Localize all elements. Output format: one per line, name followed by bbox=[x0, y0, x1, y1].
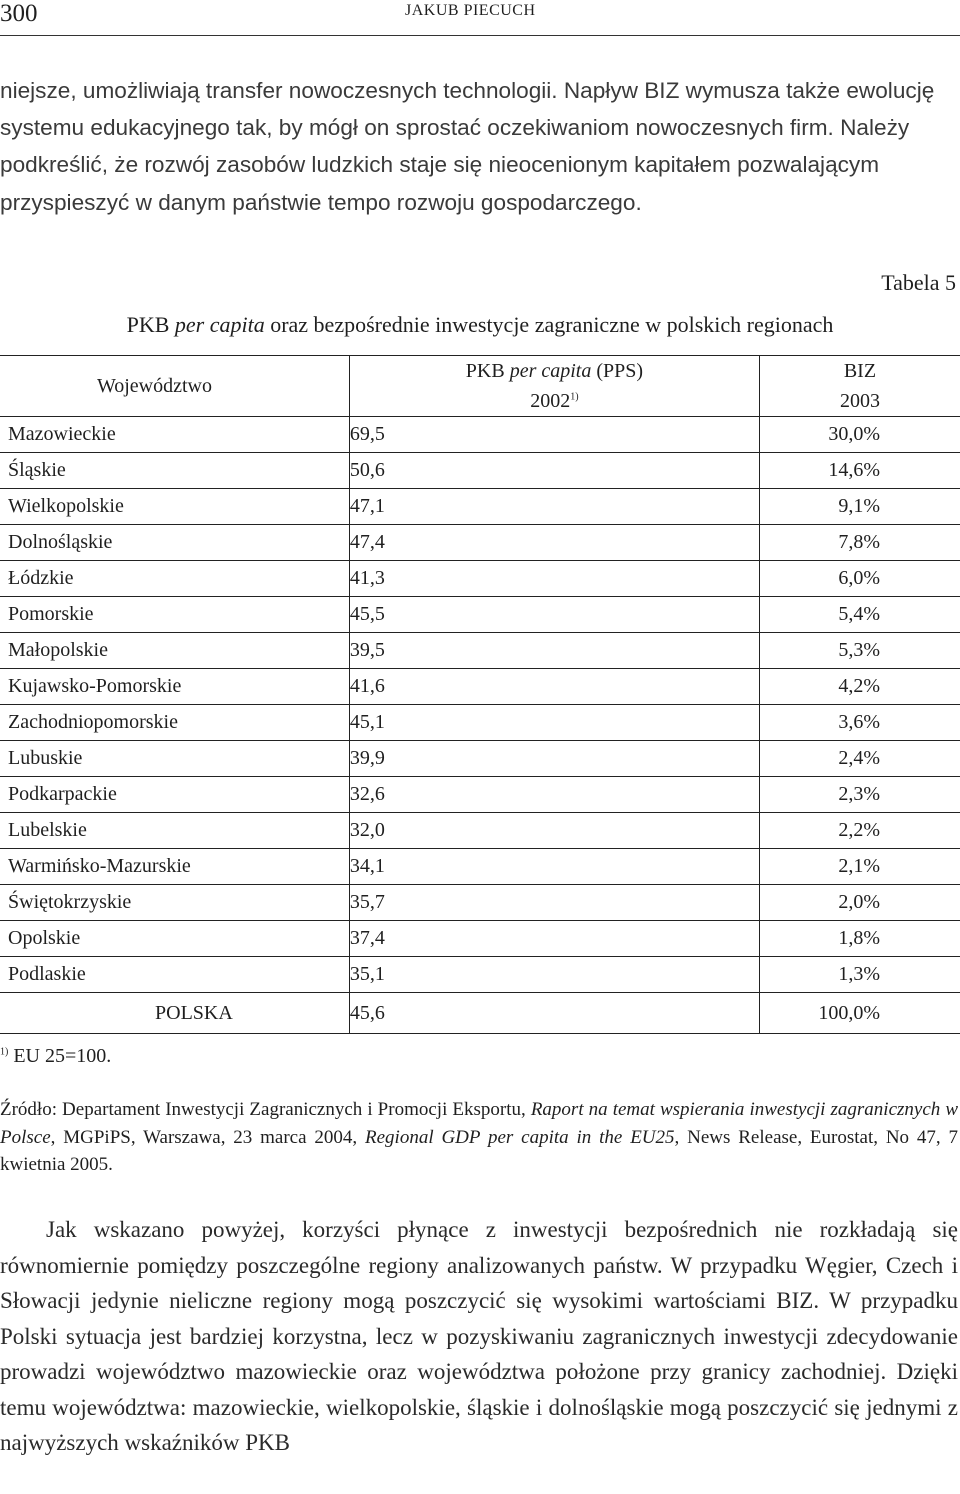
cell-pkb: 47,1 bbox=[349, 489, 759, 525]
cell-region: Wielkopolskie bbox=[0, 489, 349, 525]
footnote-mark: 1) bbox=[0, 1046, 9, 1058]
cell-region: Warmińsko-Mazurskie bbox=[0, 849, 349, 885]
cell-biz: 30,0% bbox=[759, 417, 960, 453]
header-biz bbox=[759, 356, 960, 417]
table-header-row bbox=[0, 356, 960, 417]
cell-pkb: 47,4 bbox=[349, 525, 759, 561]
source-part-4: Regional GDP per capita in the EU25 bbox=[365, 1126, 675, 1148]
cell-region: Lubelskie bbox=[0, 813, 349, 849]
table-label: Tabela 5 bbox=[881, 270, 956, 295]
table-row bbox=[0, 705, 960, 741]
cell-pkb: 39,9 bbox=[349, 741, 759, 777]
header-pkb-start: PKB bbox=[465, 360, 510, 382]
cell-pkb: 32,6 bbox=[349, 777, 759, 813]
cell-biz: 5,4% bbox=[759, 597, 960, 633]
running-head: JAKUB PIECUCH bbox=[405, 2, 536, 19]
cell-pkb: 41,6 bbox=[349, 669, 759, 705]
cell-region: Mazowieckie bbox=[0, 417, 349, 453]
table-row bbox=[0, 453, 960, 489]
cell-biz: 14,6% bbox=[759, 453, 960, 489]
table-total-row bbox=[0, 993, 960, 1034]
cell-biz: 3,6% bbox=[759, 705, 960, 741]
cell-biz: 6,0% bbox=[759, 561, 960, 597]
cell-pkb: 34,1 bbox=[349, 849, 759, 885]
cell-pkb: 35,1 bbox=[349, 957, 759, 993]
source-note bbox=[0, 1096, 958, 1179]
cell-region: Podlaskie bbox=[0, 957, 349, 993]
table-title-start: PKB bbox=[126, 312, 175, 337]
cell-region: Dolnośląskie bbox=[0, 525, 349, 561]
cell-pkb: 37,4 bbox=[349, 921, 759, 957]
header-pkb-year: 2002 bbox=[530, 390, 571, 412]
cell-region: Lubuskie bbox=[0, 741, 349, 777]
header-pkb-footnote-mark: 1) bbox=[570, 391, 579, 403]
cell-region: Świętokrzyskie bbox=[0, 885, 349, 921]
table-row bbox=[0, 741, 960, 777]
header-biz-label: BIZ bbox=[843, 360, 877, 382]
cell-region: Zachodniopomorskie bbox=[0, 705, 349, 741]
table-body bbox=[0, 417, 960, 993]
table-row bbox=[0, 885, 960, 921]
data-table bbox=[0, 355, 960, 1034]
cell-pkb: 45,5 bbox=[349, 597, 759, 633]
page-number: 300 bbox=[0, 0, 38, 27]
total-pkb: 45,6 bbox=[349, 993, 759, 1034]
header-biz-year: 2003 bbox=[839, 390, 880, 412]
cell-biz: 2,2% bbox=[759, 813, 960, 849]
table-row bbox=[0, 489, 960, 525]
cell-region: Śląskie bbox=[0, 453, 349, 489]
table-title bbox=[0, 312, 960, 338]
table-row bbox=[0, 633, 960, 669]
header-pkb bbox=[349, 356, 759, 417]
footnote-text: EU 25=100. bbox=[8, 1045, 112, 1067]
table-row bbox=[0, 777, 960, 813]
table-row bbox=[0, 561, 960, 597]
cell-pkb: 39,5 bbox=[349, 633, 759, 669]
table-footnote bbox=[0, 1045, 111, 1068]
table-row bbox=[0, 813, 960, 849]
table-row bbox=[0, 849, 960, 885]
cell-region: Podkarpackie bbox=[0, 777, 349, 813]
cell-biz: 4,2% bbox=[759, 669, 960, 705]
table-row bbox=[0, 921, 960, 957]
cell-region: Opolskie bbox=[0, 921, 349, 957]
cell-pkb: 41,3 bbox=[349, 561, 759, 597]
table-row bbox=[0, 525, 960, 561]
cell-pkb: 69,5 bbox=[349, 417, 759, 453]
cell-pkb: 50,6 bbox=[349, 453, 759, 489]
header-rule bbox=[0, 35, 960, 36]
total-region: POLSKA bbox=[0, 993, 349, 1034]
cell-biz: 2,4% bbox=[759, 741, 960, 777]
cell-region: Kujawsko-Pomorskie bbox=[0, 669, 349, 705]
cell-pkb: 45,1 bbox=[349, 705, 759, 741]
cell-biz: 9,1% bbox=[759, 489, 960, 525]
table-row bbox=[0, 417, 960, 453]
source-part-2: Raport na temat wspierania inwestycji zagranicznych w Polsce bbox=[0, 1099, 958, 1148]
total-biz: 100,0% bbox=[759, 993, 960, 1034]
table-title-end: oraz bezpośrednie inwestycje zagraniczne w polskich regionach bbox=[264, 312, 834, 337]
cell-region: Pomorskie bbox=[0, 597, 349, 633]
cell-biz: 5,3% bbox=[759, 633, 960, 669]
header-region: Województwo bbox=[0, 356, 349, 417]
cell-biz: 2,3% bbox=[759, 777, 960, 813]
table-row bbox=[0, 957, 960, 993]
cell-region: Łódzkie bbox=[0, 561, 349, 597]
table-row bbox=[0, 669, 960, 705]
header-pkb-end: (PPS) bbox=[591, 360, 644, 382]
source-part-3: , MGPiPS, Warszawa, 23 marca 2004, bbox=[50, 1126, 365, 1148]
cell-biz: 2,0% bbox=[759, 885, 960, 921]
header-pkb-label bbox=[350, 356, 759, 386]
cell-biz: 1,8% bbox=[759, 921, 960, 957]
table-title-italic: per capita bbox=[174, 312, 265, 337]
paragraph-bottom: Jak wskazano powyżej, korzyści płynące z inwestycji bezpośrednich nie rozkładają się równomiernie pomiędzy poszczególne regiony analizowanych państw. W przypadku Węgier, Czech i Słowacji jedynie nieliczne regiony mogą poszczycić się wysokimi wartościami BIZ. W przypadku Polski sytuacja jest bardziej korzystna, lecz w pozyskiwaniu zagranicznych inwestycji zdecydowanie prowadzi województwo mazowieckie oraz województwa położone przy granicy zachodniej. Dzięki temu województwa: mazowieckie, wielkopolskie, śląskie i dolnośląskie mogą poszczycić się jednymi z najwyższych wskaźników PKB bbox=[0, 1217, 958, 1455]
paragraph-top: niejsze, umożliwiają transfer nowoczesnych technologii. Napływ BIZ wymusza także ewolucję systemu edukacyjnego tak, by mógł on sprostać oczekiwaniom nowoczesnych firm. Należy podkreślić, że rozwój zasobów ludzkich staje się nieocenionym kapitałem pozwalającym przyspieszyć w danym państwie tempo rozwoju gospodarczego. bbox=[0, 78, 935, 215]
cell-biz: 1,3% bbox=[759, 957, 960, 993]
cell-pkb: 32,0 bbox=[349, 813, 759, 849]
cell-biz: 2,1% bbox=[759, 849, 960, 885]
cell-biz: 7,8% bbox=[759, 525, 960, 561]
header-pkb-italic: per capita bbox=[509, 360, 592, 382]
header-pkb-year-line bbox=[350, 386, 759, 416]
cell-region: Małopolskie bbox=[0, 633, 349, 669]
table-row bbox=[0, 597, 960, 633]
source-part-1: Źródło: Departament Inwestycji Zagranicznych i Promocji Eksportu, bbox=[0, 1099, 531, 1120]
cell-pkb: 35,7 bbox=[349, 885, 759, 921]
source-part-5: , News Release, Eurostat, No 47, 7 kwietnia 2005. bbox=[0, 1126, 959, 1176]
